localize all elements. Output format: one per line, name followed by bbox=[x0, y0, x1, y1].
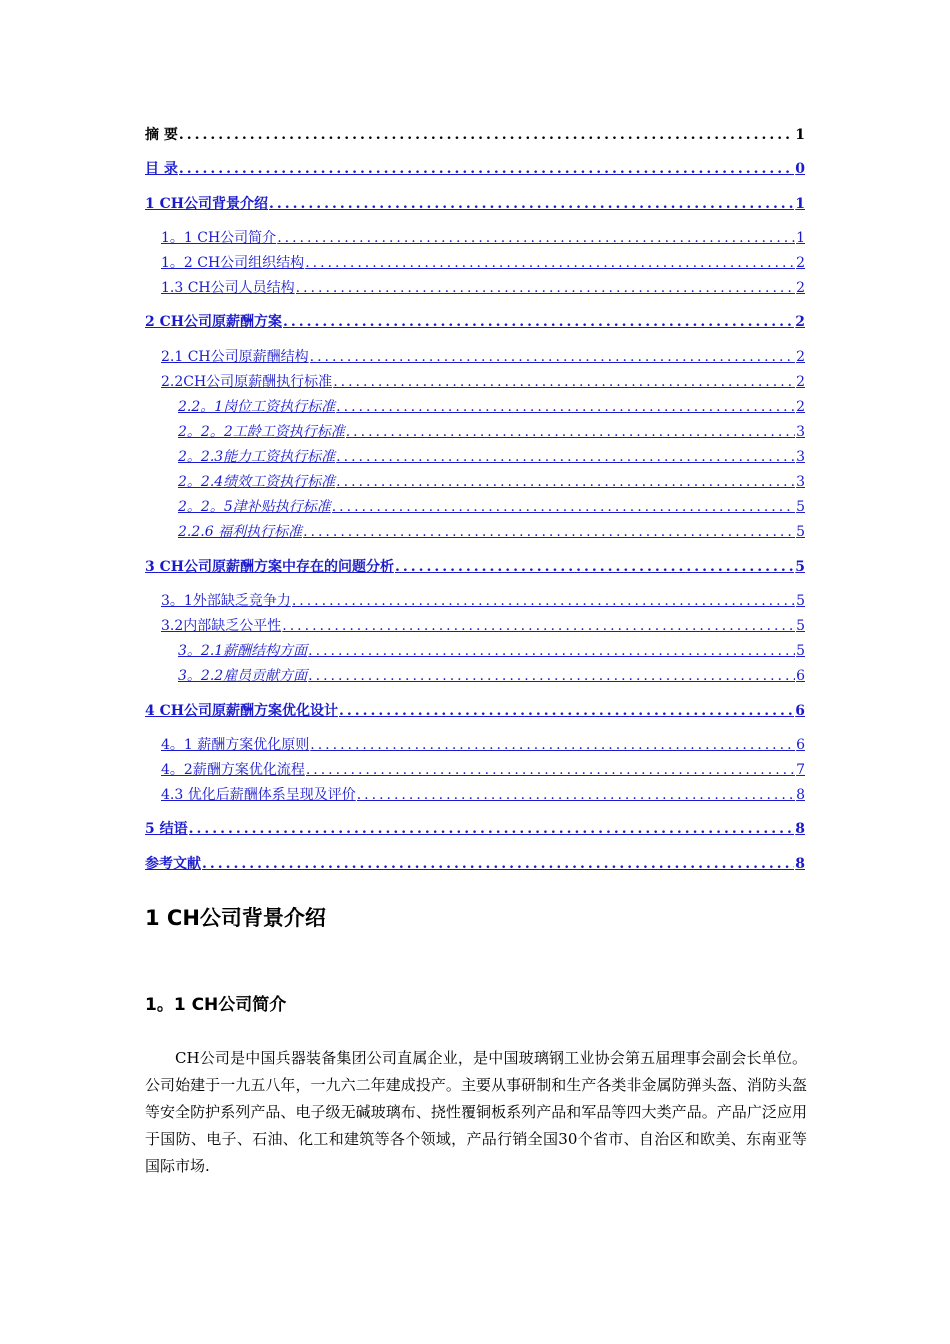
toc-entry-title: 2。2。5津补贴执行标准 bbox=[178, 499, 331, 515]
toc-entry-3-2-1[interactable] bbox=[145, 642, 805, 660]
body-paragraph: CH公司是中国兵器装备集团公司直属企业，是中国玻璃钢工业协会第五届理事会副会长单位。公司始建于一九五八年，一九六二年建成投产。主要从事研制和生产各类非金属防弹头盔、消防头盔等安全防护系列产品、电子级无碱玻璃布、挠性覆铜板系列产品和军品等四大类产品。产品广泛应用于国防、电子、石油、化工和建筑等各个领域，产品行销全国30个省市、自治区和欧美、东南亚等国际市场. bbox=[145, 1049, 807, 1175]
section-heading-1: 1 CH公司背景介绍 bbox=[145, 906, 326, 930]
toc-entry-1-3[interactable] bbox=[145, 279, 805, 297]
toc-entry-chapter-2[interactable] bbox=[145, 313, 805, 331]
toc-entry-page: 8 bbox=[795, 856, 805, 872]
toc-entry-page: 5 bbox=[795, 559, 805, 575]
toc-leader-dots bbox=[357, 786, 795, 804]
toc-leader-dots bbox=[305, 254, 795, 272]
toc-entry-page: 5 bbox=[796, 643, 805, 659]
toc-leader-dots bbox=[333, 373, 795, 391]
toc-leader-dots bbox=[189, 820, 795, 838]
toc-entry-title: 2。2.3能力工资执行标准 bbox=[178, 449, 336, 465]
toc-entry-title: 2.2.6 福利执行标准 bbox=[178, 524, 303, 540]
toc-leader-dots bbox=[306, 761, 795, 779]
toc-entry-1-1[interactable] bbox=[145, 229, 805, 247]
toc-entry-chapter-5[interactable] bbox=[145, 820, 805, 838]
toc-leader-dots bbox=[269, 195, 794, 213]
toc-entry-chapter-1[interactable] bbox=[145, 195, 805, 213]
toc-entry-title: 4。1 薪酬方案优化原则 bbox=[161, 737, 310, 753]
toc-entry-3-2-2[interactable] bbox=[145, 667, 805, 685]
toc-leader-dots bbox=[292, 592, 795, 610]
toc-entry-chapter-3[interactable] bbox=[145, 558, 805, 576]
toc-leader-dots bbox=[179, 126, 794, 144]
toc-entry-2-1[interactable] bbox=[145, 348, 805, 366]
toc-leader-dots bbox=[346, 423, 795, 441]
toc-entry-page: 1 bbox=[795, 196, 805, 212]
toc-entry-chapter-4[interactable] bbox=[145, 702, 805, 720]
toc-entry-page: 5 bbox=[796, 499, 805, 515]
toc-leader-dots bbox=[303, 523, 795, 541]
toc-entry-abstract[interactable] bbox=[145, 126, 805, 144]
toc-entry-title: 3。2.2雇员贡献方面 bbox=[178, 668, 308, 684]
toc-leader-dots bbox=[296, 279, 795, 297]
toc-entry-page: 6 bbox=[795, 703, 805, 719]
toc-entry-page: 6 bbox=[796, 668, 805, 684]
toc-entry-title: 2 CH公司原薪酬方案 bbox=[145, 314, 282, 330]
toc-entry-1-2[interactable] bbox=[145, 254, 805, 272]
toc-entry-page: 3 bbox=[796, 449, 805, 465]
toc-entry-3-1[interactable] bbox=[145, 592, 805, 610]
toc-leader-dots bbox=[395, 558, 794, 576]
toc-entry-page: 3 bbox=[796, 424, 805, 440]
toc-entry-page: 2 bbox=[796, 374, 805, 390]
toc-leader-dots bbox=[336, 473, 795, 491]
toc-entry-2-2-5[interactable] bbox=[145, 498, 805, 516]
toc-entry-page: 7 bbox=[796, 762, 805, 778]
toc-entry-page: 2 bbox=[795, 314, 805, 330]
toc-entry-title: 2。2。2工龄工资执行标准 bbox=[178, 424, 345, 440]
toc-leader-dots bbox=[202, 855, 794, 873]
toc-entry-page: 5 bbox=[796, 524, 805, 540]
toc-entry-contents[interactable] bbox=[145, 160, 805, 178]
toc-entry-title: 摘 要 bbox=[145, 127, 178, 143]
toc-entry-page: 1 bbox=[796, 230, 805, 246]
toc-entry-title: 3。2.1薪酬结构方面 bbox=[178, 643, 308, 659]
toc-entry-page: 3 bbox=[796, 474, 805, 490]
toc-entry-3-2[interactable] bbox=[145, 617, 805, 635]
toc-entry-page: 1 bbox=[795, 127, 805, 143]
toc-entry-title: 参考文献 bbox=[145, 856, 201, 872]
toc-entry-title: 3。1外部缺乏竞争力 bbox=[161, 593, 291, 609]
toc-entry-title: 1。2 CH公司组织结构 bbox=[161, 255, 305, 271]
section-heading-1-1: 1。1 CH公司简介 bbox=[145, 995, 287, 1015]
toc-entry-title: 1.3 CH公司人员结构 bbox=[161, 280, 295, 296]
toc-leader-dots bbox=[336, 398, 795, 416]
toc-entry-4-1[interactable] bbox=[145, 736, 805, 754]
toc-entry-title: 4。2薪酬方案优化流程 bbox=[161, 762, 305, 778]
toc-entry-2-2-6[interactable] bbox=[145, 523, 805, 541]
toc-entry-title: 3 CH公司原薪酬方案中存在的问题分析 bbox=[145, 559, 394, 575]
toc-entry-title: 2.1 CH公司原薪酬结构 bbox=[161, 349, 309, 365]
toc-leader-dots bbox=[283, 313, 794, 331]
toc-entry-2-2-1[interactable] bbox=[145, 398, 805, 416]
toc-entry-title: 1 CH公司背景介绍 bbox=[145, 196, 268, 212]
toc-leader-dots bbox=[310, 736, 795, 754]
toc-entry-title: 2。2.4绩效工资执行标准 bbox=[178, 474, 336, 490]
toc-entry-page: 2 bbox=[796, 280, 805, 296]
toc-entry-title: 3.2内部缺乏公平性 bbox=[161, 618, 282, 634]
toc-leader-dots bbox=[310, 348, 795, 366]
toc-entry-2-2-2[interactable] bbox=[145, 423, 805, 441]
toc-entry-references[interactable] bbox=[145, 855, 805, 873]
toc-entry-page: 2 bbox=[796, 349, 805, 365]
toc-entry-title: 目 录 bbox=[145, 161, 178, 177]
toc-entry-page: 8 bbox=[795, 821, 805, 837]
toc-entry-2-2-4[interactable] bbox=[145, 473, 805, 491]
toc-entry-page: 0 bbox=[795, 161, 805, 177]
toc-entry-page: 6 bbox=[796, 737, 805, 753]
toc-leader-dots bbox=[179, 160, 794, 178]
toc-entry-page: 5 bbox=[796, 618, 805, 634]
toc-entry-title: 4.3 优化后薪酬体系呈现及评价 bbox=[161, 787, 356, 803]
toc-entry-2-2-3[interactable] bbox=[145, 448, 805, 466]
toc-entry-page: 5 bbox=[796, 593, 805, 609]
toc-entry-title: 1。1 CH公司简介 bbox=[161, 230, 277, 246]
toc-leader-dots bbox=[282, 617, 795, 635]
toc-entry-4-3[interactable] bbox=[145, 786, 805, 804]
toc-entry-page: 2 bbox=[796, 255, 805, 271]
toc-leader-dots bbox=[339, 702, 794, 720]
toc-leader-dots bbox=[277, 229, 795, 247]
toc-entry-title: 2.2。1岗位工资执行标准 bbox=[178, 399, 336, 415]
toc-leader-dots bbox=[308, 642, 795, 660]
toc-entry-page: 2 bbox=[796, 399, 805, 415]
toc-entry-page: 8 bbox=[796, 787, 805, 803]
toc-entry-2-2[interactable] bbox=[145, 373, 805, 391]
toc-entry-4-2[interactable] bbox=[145, 761, 805, 779]
toc-entry-title: 4 CH公司原薪酬方案优化设计 bbox=[145, 703, 338, 719]
toc-entry-title: 2.2CH公司原薪酬执行标准 bbox=[161, 374, 333, 390]
toc-leader-dots bbox=[332, 498, 795, 516]
toc-leader-dots bbox=[308, 667, 795, 685]
toc-leader-dots bbox=[336, 448, 795, 466]
toc-entry-title: 5 结语 bbox=[145, 821, 188, 837]
